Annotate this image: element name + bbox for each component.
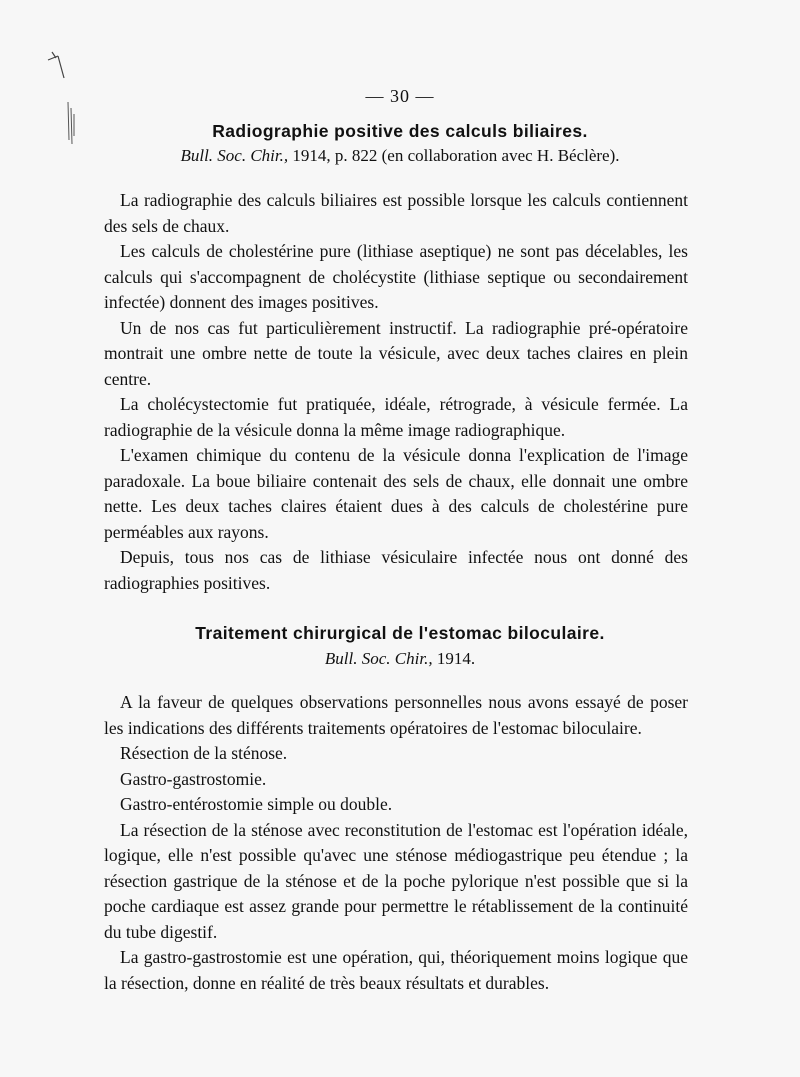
paragraph: A la faveur de quelques observations personnelles nous avons essayé de poser les indications des différents traitements opératoires de l'estomac biloculaire. bbox=[104, 692, 688, 738]
list-item: Résection de la sténose. bbox=[120, 743, 288, 763]
paragraph: La résection de la sténose avec reconstitution de l'estomac est l'opération idéale, logique, elle n'est possible qu'avec une sténose médiogastrique peu étendue ; la résection gastrique de la sténose et de la poche pylorique n'est possible que si la poche cardiaque est assez grande pour permettre le rétablissement de la continuité du tube digestif. bbox=[104, 819, 688, 942]
section-title-radiographie: Radiographie positive des calculs biliaires. bbox=[212, 121, 588, 141]
citation-details: 1914. bbox=[432, 649, 476, 668]
paragraph: Depuis, tous nos cas de lithiase vésiculaire infectée nous ont donné des radiographies positives. bbox=[104, 547, 688, 593]
section-title-estomac: Traitement chirurgical de l'estomac biloculaire. bbox=[195, 623, 605, 643]
section2-body bbox=[104, 690, 688, 996]
paragraph: Un de nos cas fut particulièrement instructif. La radiographie pré-opératoire montrait une ombre nette de toute la vésicule, avec deux taches claires en plein centre. bbox=[104, 317, 688, 389]
page-number: — 30 — bbox=[365, 86, 435, 106]
paragraph: Les calculs de cholestérine pure (lithiase aseptique) ne sont pas décelables, les calculs qui s'accompagnent de cholécystite (lithiase septique ou secondairement infectée) donnent des images positives. bbox=[104, 241, 688, 312]
citation-journal: Bull. Soc. Chir., bbox=[324, 649, 433, 668]
list-item: Gastro-entérostomie simple ou double. bbox=[120, 794, 393, 814]
paragraph: La radiographie des calculs biliaires est possible lorsque les calculs contiennent des sels de chaux. bbox=[104, 190, 688, 236]
paragraph: La gastro-gastrostomie est une opération, qui, théoriquement moins logique que la résection, donne en réalité de très beaux résultats et durables. bbox=[104, 947, 688, 993]
citation-details: 1914, p. 822 (en collaboration avec H. Béclère). bbox=[288, 146, 620, 165]
citation-radiographie bbox=[0, 146, 800, 166]
paragraph: L'examen chimique du contenu de la vésicule donna l'explication de l'image paradoxale. La boue biliaire contenait des sels de chaux, elle donnait une ombre nette. Les deux taches claires étaient dues à des calculs de cholestérine pure perméables aux rayons. bbox=[104, 445, 688, 542]
citation-journal: Bull. Soc. Chir., bbox=[180, 146, 289, 165]
list-item: Gastro-gastrostomie. bbox=[120, 768, 267, 789]
section1-body bbox=[104, 188, 688, 596]
citation-estomac bbox=[0, 649, 800, 669]
paragraph: La cholécystectomie fut pratiquée, idéale, rétrograde, à vésicule fermée. La radiographie de la vésicule donna la même image radiographique. bbox=[104, 394, 688, 440]
